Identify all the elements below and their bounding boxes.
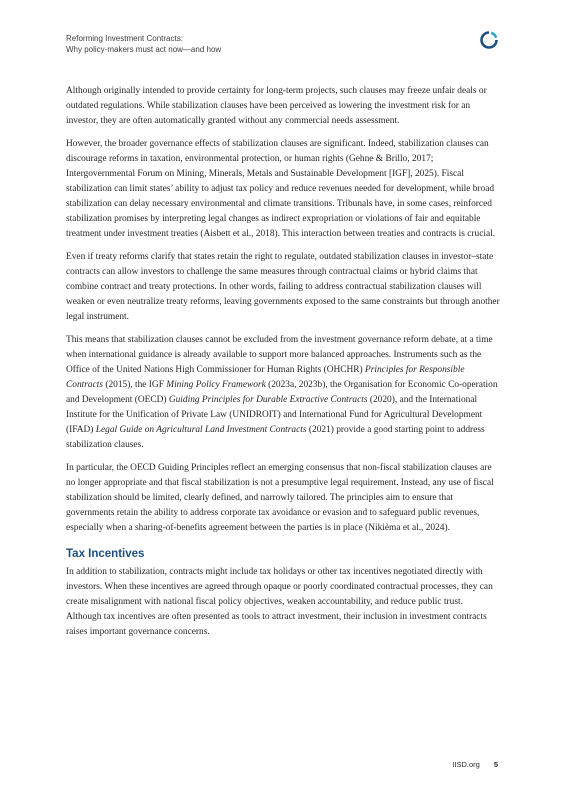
page-number: 5 <box>493 760 498 769</box>
p4-title-oecd: Guiding Principles for Durable Extractive Contracts <box>168 395 368 405</box>
p4-title-ohchr: Principles for Responsible Contracts <box>66 365 465 390</box>
p4-text-c: (2023a, 2023b), the Organisation for Economic Co-operation and Development (OECD) <box>66 380 498 405</box>
p4-title-igf: Mining Policy Framework <box>166 380 266 390</box>
p4-text-b: (2015), the IGF <box>102 380 167 390</box>
footer-site-link[interactable]: IISD.org <box>452 760 480 769</box>
page-footer <box>452 760 498 769</box>
p4-text-d: (2020), and the International Institute for the Unification of Private Law (UNIDROIT) and International Fund for Agricultural Development (IFAD) <box>66 395 483 435</box>
paragraph-3: Even if treaty reforms clarify that states retain the right to regulate, outdated stabilization clauses in investor–state contracts can allow investors to challenge the same measures through contractual claims or hybrid claims that combine contract and treaty protections. In other words, failing to address contractual stabilization clauses will weaken or even neutralize treaty reforms, leaving governments exposed to the same constraints but through another legal instrument. <box>66 252 500 322</box>
p4-text-a: This means that stabilization clauses cannot be excluded from the investment governance reform debate, at a time when international guidance is already available to support more balanced approaches. Instruments such as the Office of the United Nations High Commissioner for Human Rights (OHCHR) <box>66 335 493 375</box>
header-title-line-2: Why policy-makers must act now—and how <box>66 44 222 54</box>
header-title-line-1: Reforming Investment Contracts: <box>66 34 183 43</box>
iisd-ring-logo-icon <box>479 30 499 50</box>
p4-title-unidroit: Legal Guide on Agricultural Land Investment Contracts <box>95 425 307 435</box>
section-heading-tax-incentives: Tax Incentives <box>66 548 145 560</box>
paragraph-4 <box>66 333 500 453</box>
paragraph-2: However, the broader governance effects of stabilization clauses are significant. Indeed, stabilization clauses can discourage reforms in taxation, environmental protection, or human rights (Gehne & Brillo, 2017; Intergovernmental Forum on Mining, Minerals, Metals and Sustainable Development [IGF], 2025). Fiscal stabilization can limit states’ ability to adjust tax policy and reduce revenues needed for development, while broad stabilization can delay necessary environmental and climate transitions. Tribunals have, in some cases, reinforced stabilization promises by interpreting legal changes as indirect expropriation or violations of fair and equitable treatment under investment treaties (Aisbett et al., 2018). This interaction between treaties and contracts is crucial. <box>66 139 496 239</box>
p4-text-e: (2021) provide a good starting point to address stabilization clauses. <box>66 425 485 450</box>
paragraph-6: In addition to stabilization, contracts might include tax holidays or other tax incentives negotiated directly with investors. When these incentives are agreed through opaque or poorly coordinated contractual processes, they can create misalignment with national fiscal policy objectives, weaken accountability, and reduce public trust. Although tax incentives are often presented as tools to attract investment, their inclusion in investment contracts raises important governance concerns. <box>66 567 493 637</box>
running-header <box>66 34 221 55</box>
main-body-text <box>66 84 500 648</box>
paragraph-5: In particular, the OECD Guiding Principles reflect an emerging consensus that non-fiscal stabilization clauses are no longer appropriate and that fiscal stabilization is not a presumptive legal requirement. Instead, any use of fiscal stabilization should be limited, clearly defined, and narrowly tailored. The principles aim to ensure that governments retain the ability to address corporate tax avoidance or evasion and to safeguard public revenues, especially when a sharing-of-benefits agreement between the parties is in place (Nikièma et al., 2024). <box>66 463 494 533</box>
paragraph-1: Although originally intended to provide certainty for long-term projects, such clauses may freeze unfair deals or outdated regulations. While stabilization clauses have been perceived as lowering the investment risk for an investor, they are often automatically granted without any commercial needs assessment. <box>66 86 487 126</box>
